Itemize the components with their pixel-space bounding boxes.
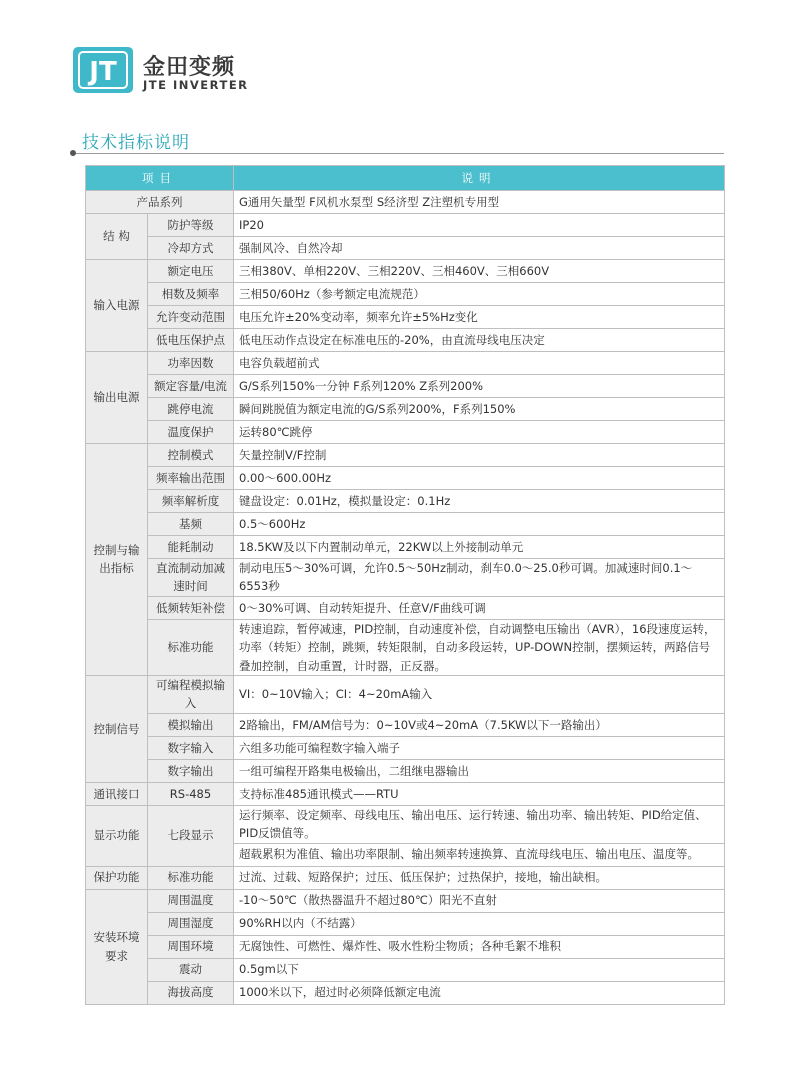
row-value: 18.5KW及以下内置制动单元，22KW以上外接制动单元 — [234, 536, 725, 559]
table-row — [86, 214, 725, 237]
group-label: 控制与输出指标 — [86, 444, 148, 676]
table-row — [86, 444, 725, 467]
row-value: 90%RH以内（不结露） — [234, 912, 725, 935]
group-label: 保护功能 — [86, 866, 148, 889]
row-label: 周围温度 — [148, 889, 234, 912]
row-label: 频率解析度 — [148, 490, 234, 513]
table-row — [86, 981, 725, 1004]
table-row — [86, 536, 725, 559]
group-label: 输入电源 — [86, 260, 148, 352]
table-row — [86, 675, 725, 713]
registered-mark: ® — [125, 47, 134, 57]
row-label: 数字输出 — [148, 759, 234, 782]
row-label: 周围湿度 — [148, 912, 234, 935]
table-row — [86, 237, 725, 260]
row-label: 相数及频率 — [148, 283, 234, 306]
table-row — [86, 375, 725, 398]
table-row — [86, 759, 725, 782]
row-label: 震动 — [148, 958, 234, 981]
row-label: 频率输出范围 — [148, 467, 234, 490]
row-label: 海拔高度 — [148, 981, 234, 1004]
row-label: 可编程模拟输入 — [148, 675, 234, 713]
group-label: 结 构 — [86, 214, 148, 260]
group-label: 显示功能 — [86, 805, 148, 866]
header-item: 项目 — [86, 166, 234, 191]
spec-table — [85, 165, 725, 1005]
table-header-row — [86, 166, 725, 191]
row-value: G/S系列150%一分钟 F系列120% Z系列200% — [234, 375, 725, 398]
table-row — [86, 935, 725, 958]
table-row — [86, 889, 725, 912]
row-label: 直流制动加减速时间 — [148, 559, 234, 597]
row-value: VI：0~10V输入；CI：4~20mA输入 — [234, 675, 725, 713]
row-label: 额定电压 — [148, 260, 234, 283]
brand-name-en: JTE INVERTER — [143, 78, 249, 92]
row-label: 控制模式 — [148, 444, 234, 467]
row-value: 0～30%可调、自动转矩提升、任意V/F曲线可调 — [234, 596, 725, 619]
group-label: 通讯接口 — [86, 782, 148, 805]
logo-letters: JT — [89, 57, 117, 87]
row-value: 一组可编程开路集电极输出，二组继电器输出 — [234, 759, 725, 782]
table-row — [86, 352, 725, 375]
row-value: 运转80℃跳停 — [234, 421, 725, 444]
row-label: 低电压保护点 — [148, 329, 234, 352]
table-row — [86, 191, 725, 214]
section-title: 技术指标说明 — [82, 133, 190, 153]
row-value: 瞬间跳脱值为额定电流的G/S系列200%，F系列150% — [234, 398, 725, 421]
row-label: 额定容量/电流 — [148, 375, 234, 398]
row-label: 数字输入 — [148, 736, 234, 759]
row-value: 0.00～600.00Hz — [234, 467, 725, 490]
row-label: 功率因数 — [148, 352, 234, 375]
row-value: 三相50/60Hz（参考额定电流规范） — [234, 283, 725, 306]
row-value: 0.5gm以下 — [234, 958, 725, 981]
row-value: 0.5～600Hz — [234, 513, 725, 536]
table-row — [86, 398, 725, 421]
row-label: 允许变动范围 — [148, 306, 234, 329]
table-row — [86, 805, 725, 843]
row-value: 2路输出，FM/AM信号为：0~10V或4~20mA（7.5KW以下一路输出） — [234, 713, 725, 736]
table-row — [86, 782, 725, 805]
row-label: 冷却方式 — [148, 237, 234, 260]
row-value: 电压允许±20%变动率，频率允许±5%Hz变化 — [234, 306, 725, 329]
row-label: 能耗制动 — [148, 536, 234, 559]
row-value: IP20 — [234, 214, 725, 237]
row-value: 转速追踪，暂停减速，PID控制，自动速度补偿，自动调整电压输出（AVR），16段速度运转，功率（转矩）控制，跳频，转矩限制，自动多段运转，UP-DOWN控制，摆频运转，两路信号叠加控制，自动重置，计时器，正反器。 — [234, 619, 725, 675]
group-label: 控制信号 — [86, 675, 148, 782]
table-row — [86, 490, 725, 513]
brand-name-cn: 金田变频 — [143, 55, 236, 80]
row-value: 六组多功能可编程数字输入端子 — [234, 736, 725, 759]
table-row — [86, 866, 725, 889]
row-value: 1000米以下，超过时必须降低额定电流 — [234, 981, 725, 1004]
brand-logo — [73, 47, 133, 93]
row-label: 标准功能 — [148, 619, 234, 675]
row-label: 基频 — [148, 513, 234, 536]
row-value: G通用矢量型 F风机水泵型 S经济型 Z注塑机专用型 — [234, 191, 725, 214]
row-label: 周围环境 — [148, 935, 234, 958]
row-value: 强制风冷、自然冷却 — [234, 237, 725, 260]
row-value: 运行频率、设定频率、母线电压、输出电压、运行转速、输出功率、输出转矩、PID给定值、PID反馈值等。 — [234, 805, 725, 843]
table-row — [86, 912, 725, 935]
row-value: 键盘设定：0.01Hz，模拟量设定：0.1Hz — [234, 490, 725, 513]
row-value: 低电压动作点设定在标准电压的-20%，由直流母线电压决定 — [234, 329, 725, 352]
row-value: 制动电压5～30%可调，允许0.5～50Hz制动，刹车0.0～25.0秒可调。加减速时间0.1～6553秒 — [234, 559, 725, 597]
row-value: 超载累积为准值、输出功率限制、输出频率转速换算、直流母线电压、输出电压、温度等。 — [234, 843, 725, 866]
table-row — [86, 467, 725, 490]
table-row — [86, 596, 725, 619]
row-value: 电容负载超前式 — [234, 352, 725, 375]
row-value: -10～50℃（散热器温升不超过80℃）阳光不直射 — [234, 889, 725, 912]
table-row — [86, 713, 725, 736]
row-value: 三相380V、单相220V、三相220V、三相460V、三相660V — [234, 260, 725, 283]
row-label: 产品系列 — [86, 191, 234, 214]
table-row — [86, 329, 725, 352]
row-value: 支持标准485通讯模式——RTU — [234, 782, 725, 805]
table-row — [86, 619, 725, 675]
table-row — [86, 559, 725, 597]
row-value: 矢量控制V/F控制 — [234, 444, 725, 467]
table-row — [86, 513, 725, 536]
row-label: 温度保护 — [148, 421, 234, 444]
group-label: 输出电源 — [86, 352, 148, 444]
header-desc: 说明 — [234, 166, 725, 191]
row-label: RS-485 — [148, 782, 234, 805]
row-label: 七段显示 — [148, 805, 234, 866]
table-row — [86, 958, 725, 981]
row-label: 低频转矩补偿 — [148, 596, 234, 619]
row-label: 防护等级 — [148, 214, 234, 237]
table-row — [86, 306, 725, 329]
table-row — [86, 283, 725, 306]
title-divider — [76, 153, 724, 154]
row-value: 过流、过载、短路保护；过压、低压保护；过热保护，接地，输出缺相。 — [234, 866, 725, 889]
row-value: 无腐蚀性、可燃性、爆炸性、吸水性粉尘物质；各种毛絮不堆积 — [234, 935, 725, 958]
group-label: 安装环境要求 — [86, 889, 148, 1004]
row-label: 模拟输出 — [148, 713, 234, 736]
table-row — [86, 260, 725, 283]
table-row — [86, 421, 725, 444]
table-row — [86, 736, 725, 759]
row-label: 跳停电流 — [148, 398, 234, 421]
row-label: 标准功能 — [148, 866, 234, 889]
